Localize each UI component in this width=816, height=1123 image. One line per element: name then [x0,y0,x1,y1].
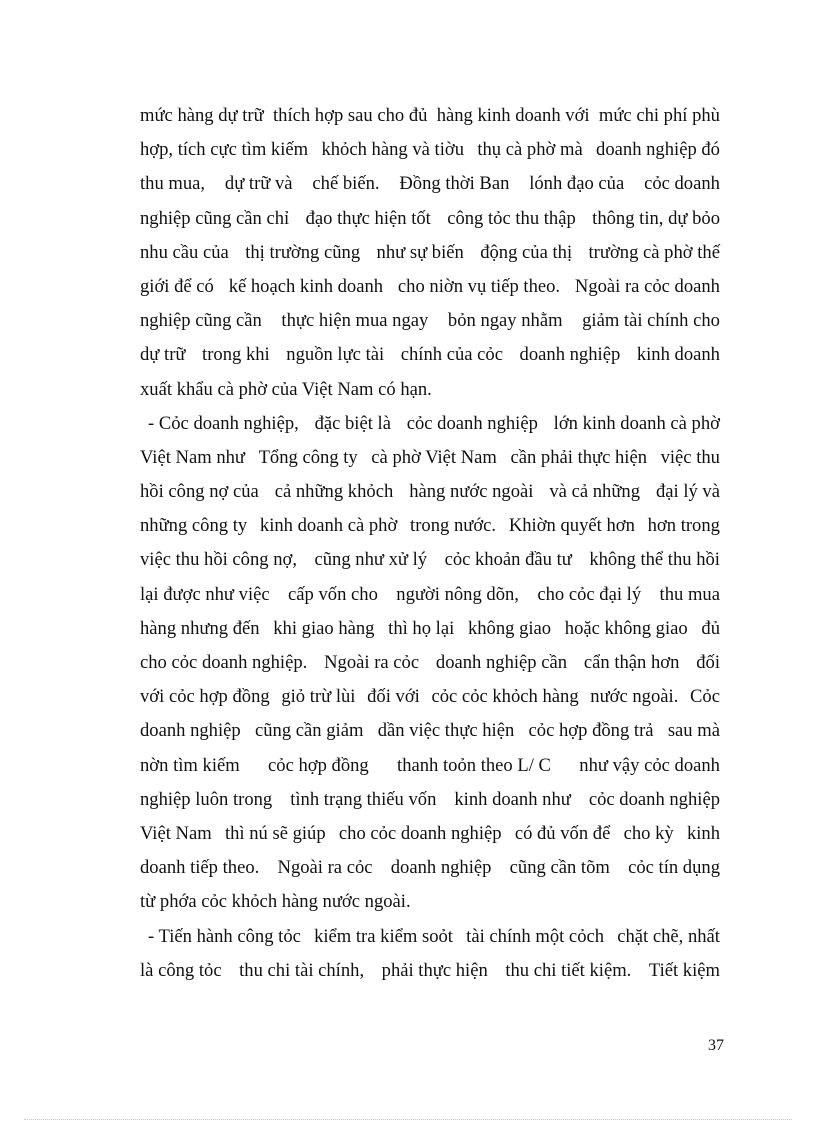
text-segment: kế hoạch kinh doanh [228,275,384,297]
text-segment: đủ [701,617,720,639]
text-segment: chế biến. [312,173,380,195]
text-segment: cũng cần tõm [509,857,610,879]
text-segment: hơn trong [647,515,720,537]
text-segment: khỏch hàng và tiờu [321,139,464,161]
text-segment: cỏc doanh nghiệp [406,412,538,434]
text-segment: cho kỳ [623,822,674,844]
text-segment: Tiết kiệm [648,959,720,981]
text-segment: thu mua, [140,173,206,195]
text-line [140,411,720,445]
text-segment: đặc biệt là [314,412,391,434]
text-segment: doanh nghiệp đó [596,139,720,161]
text-segment: cho cỏc đại lý [537,583,642,605]
text-segment: công tỏc thu thập [447,207,576,229]
text-segment: kinh doanh [636,344,720,366]
text-line [140,171,720,205]
text-segment: từ phớa cỏc khỏch hàng nước ngoài. [140,891,411,913]
text-line [140,821,720,855]
text-segment: và cả những [549,481,640,503]
text-segment: người nông dõn, [396,583,519,605]
text-segment: cỏc doanh nghiệp [588,788,720,810]
text-segment: lại được như việc [140,583,270,605]
text-segment: nghiệp cũng cần [140,310,262,332]
text-segment: không thể thu hồi [589,549,720,571]
text-segment: - Tiến hành công tỏc [148,925,301,947]
text-segment: cũng cần giảm [254,720,364,742]
text-segment: chặt chẽ, nhất [617,925,720,947]
text-segment: cỏc hợp đồng trả [528,720,654,742]
text-segment: thông tin, dự bỏo [592,207,720,229]
text-segment: mức chi phí phù [598,105,720,126]
text-segment: chính của cỏc [400,344,503,366]
text-segment: Khiờn quyết hơn [508,515,635,537]
text-segment: hàng nước ngoài [409,481,534,503]
text-segment: kinh doanh như [454,788,571,810]
text-segment: cho niờn vụ tiếp theo. [397,275,561,297]
text-segment: tài chính một cỏch [466,925,605,947]
text-segment: xuất khẩu cà phờ của Việt Nam có hạn. [140,378,432,400]
body-text [140,103,720,992]
text-segment: thu chi tiết kiệm. [505,959,632,981]
text-segment: với cỏc hợp đồng [140,686,270,708]
text-line [140,445,720,479]
text-segment: thu mua [659,583,720,605]
text-segment: trong khi [202,344,270,366]
page-bottom-divider [24,1119,792,1120]
text-segment: cũng như xử lý [314,549,428,571]
text-segment: đại lý và [655,481,720,503]
text-segment: kinh doanh cà phờ [259,515,398,537]
text-segment: có đủ vốn để [514,822,611,844]
text-line [140,855,720,889]
text-segment: thích hợp sau cho đủ [272,105,428,126]
text-segment: lớn kinh doanh cà phờ [553,412,720,434]
text-segment: hồi công nợ của [140,481,259,503]
text-segment: cỏc hợp đồng [268,754,369,776]
text-segment: đối với [367,686,420,708]
text-segment: phải thực hiện [381,959,488,981]
text-segment: cỏc cỏc khỏch hàng [431,686,579,708]
text-segment: giới để có [140,275,214,297]
text-segment: cả những khỏch [274,481,394,503]
text-line [140,924,720,958]
text-segment: cỏc tín dụng [628,857,720,879]
text-line [140,958,720,992]
text-segment: Ngoài ra cỏc [324,652,420,673]
text-segment: nờn tìm kiếm [140,754,240,776]
text-segment: doanh nghiệp cần [435,652,568,673]
text-segment: như sự biến [376,241,464,263]
text-segment: tình trạng thiếu vốn [290,788,437,810]
text-line [140,547,720,581]
text-segment: nhu cầu của [140,241,229,263]
text-segment: doanh nghiệp [140,720,241,742]
page-number: 37 [708,1037,724,1054]
text-segment: thu chi tài chính, [239,959,365,981]
text-segment: cần phải thực hiện [510,446,648,468]
text-segment: giảm tài chính cho [582,310,720,332]
text-segment: - Cỏc doanh nghiệp, [148,412,299,434]
text-segment: Việt Nam [140,822,212,844]
text-segment: Tổng công ty [258,446,358,468]
text-line [140,137,720,171]
text-segment: doanh tiếp theo. [140,857,260,879]
text-segment: nguồn lực tài [286,344,385,366]
text-segment: nước ngoài. [590,686,679,708]
text-segment: như vậy cỏc doanh [579,754,720,776]
text-segment: không giao [467,617,552,639]
text-segment: Ngoài ra cỏc doanh [574,275,720,297]
text-line [140,753,720,787]
text-line [140,308,720,342]
text-line [140,889,720,923]
text-segment: kinh [686,822,720,844]
text-segment: động của thị [480,241,573,263]
text-segment: Việt Nam như [140,446,246,468]
text-segment: trường cà phờ thế [588,241,720,263]
text-segment: Cỏc [690,686,720,708]
text-segment: doanh nghiệp [390,857,492,879]
text-segment: lónh đạo của [529,173,625,195]
text-segment: dần việc thực hiện [377,720,515,742]
text-line [140,718,720,752]
text-line [140,342,720,376]
text-segment: Ngoài ra cỏc [277,857,373,879]
text-segment: thực hiện mua ngay [281,310,429,332]
text-segment: đối [696,652,720,673]
text-segment: Đồng thời Ban [399,173,510,195]
text-segment: hàng kinh doanh với [436,105,590,126]
text-segment: thì nú sẽ giúp [224,822,326,844]
text-line [140,650,720,684]
text-segment: hàng nhưng đến [140,617,260,639]
text-segment: trong nước. [410,515,497,537]
text-line [140,582,720,616]
text-segment: kiểm tra kiểm soỏt [314,925,453,947]
text-segment: giỏ trừ lùi [281,686,356,708]
text-segment: bỏn ngay nhằm [447,310,563,332]
text-segment: đạo thực hiện tốt [305,207,431,229]
text-line [140,274,720,308]
text-segment: cỏc doanh [644,173,720,195]
text-segment: cho cỏc doanh nghiệp [338,822,502,844]
text-segment: là công tỏc [140,959,222,981]
text-segment: cấp vốn cho [288,583,378,605]
text-segment: nghiệp cũng cần chỉ [140,207,290,229]
text-segment: thụ cà phờ mà [477,139,583,161]
text-segment: cỏc khoản đầu tư [444,549,572,571]
text-segment: sau mà [667,720,720,742]
text-line [140,684,720,718]
text-segment: mức hàng dự trữ [140,105,264,126]
text-line [140,787,720,821]
text-segment: thì họ lại [388,617,455,639]
text-line [140,616,720,650]
text-line [140,206,720,240]
text-segment: cà phờ Việt Nam [371,446,497,468]
text-segment: dự trữ [140,344,186,366]
text-line [140,103,720,137]
text-segment: cẩn thận hơn [583,652,680,673]
text-segment: nghiệp luôn trong [140,788,273,810]
text-segment: hợp, tích cực tìm kiếm [140,139,309,161]
text-segment: thị trường cũng [245,241,361,263]
text-line [140,479,720,513]
text-segment: dự trữ và [224,173,293,195]
text-segment: cho cỏc doanh nghiệp. [140,652,308,673]
text-line [140,377,720,411]
text-segment: doanh nghiệp [519,344,621,366]
text-line [140,240,720,274]
text-segment: khi giao hàng [273,617,375,639]
text-segment: việc thu hồi công nợ, [140,549,298,571]
text-segment: việc thu [660,446,720,468]
text-line [140,513,720,547]
text-segment: hoặc không giao [564,617,688,639]
text-segment: những công ty [140,515,248,537]
text-segment: thanh toỏn theo L/ C [397,754,551,776]
